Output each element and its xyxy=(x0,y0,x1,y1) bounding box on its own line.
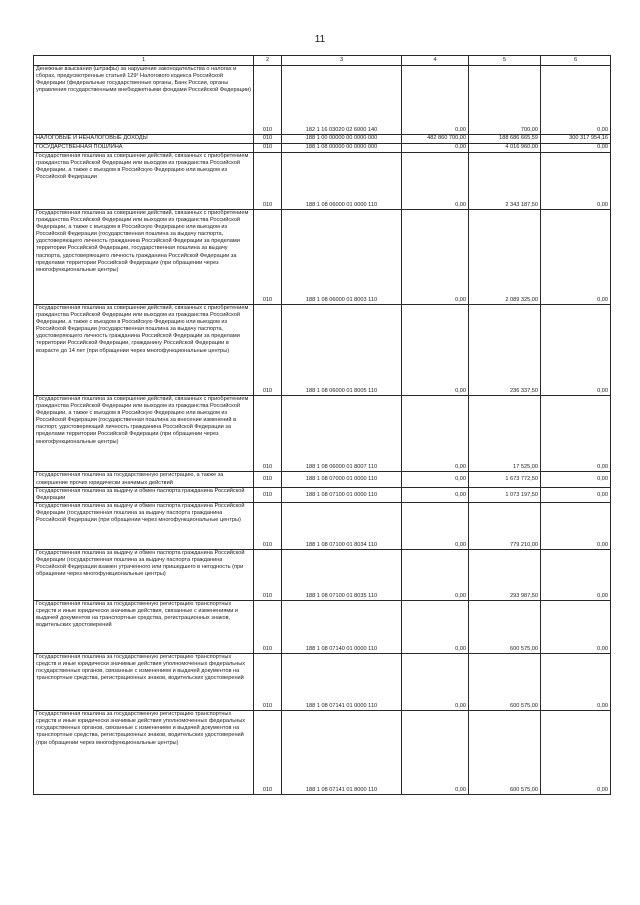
row-budget-code: 188 1 08 07141 01 0000 110 xyxy=(282,654,402,711)
table-row xyxy=(34,472,611,488)
row-executed-amount: 600 575,00 xyxy=(469,601,541,654)
column-header-5: 5 xyxy=(469,56,541,66)
row-line-code: 010 xyxy=(254,601,282,654)
row-description: Государственная пошлина за совершение действий, связанных с приобретением гражданства Российской Федерации или выходом из гражданства Российской Федерации, а также с въездом в Российскую Федерацию или выездом из Российской Федерации (государственная пошлина за выдачу паспорта, удостоверяющего личность гражданина Российской Федерации за пределами территории Российской Федерации, гражданину Российской Федерации в возрасте до 14 лет (при обращении через многофункциональные центры) xyxy=(34,305,254,396)
table-body xyxy=(34,66,611,795)
row-approved-amount: 482 860 700,00 xyxy=(402,135,469,144)
row-description: Денежные взыскания (штрафы) за нарушение законодательства о налогах и сборах, предусмотренные статьей 129² Налогового кодекса Российской Федерации (федеральные государственные органы, Банк России, органы управления государственными внебюджетными фондами Российской Федерации) xyxy=(34,66,254,135)
row-executed-amount: 600 575,00 xyxy=(469,711,541,795)
row-unexecuted-amount: 0,00 xyxy=(541,503,611,550)
column-header-2: 2 xyxy=(254,56,282,66)
row-line-code: 010 xyxy=(254,153,282,210)
row-line-code: 010 xyxy=(254,144,282,153)
row-unexecuted-amount: 0,00 xyxy=(541,488,611,503)
table-row xyxy=(34,550,611,601)
row-description: Государственная пошлина за совершение действий, связанных с приобретением гражданства Российской Федерации или выходом из гражданства Российской Федерации, а также с въездом в Российскую Федерацию или выездом из Российской Федерации (государственная пошлина за внесение изменений в паспорт, удостоверяющий личность гражданина Российской Федерации за пределами территории Российской Федерации (при обращении через многофункциональные центры) xyxy=(34,396,254,472)
row-description: Государственная пошлина за государственную регистрацию транспортных средств и иные юридически значимые действия уполномоченных федеральных государственных органов, связанные с изменением и выдачей документов на транспортные средства, регистрационных знаков, водительских удостоверений xyxy=(34,654,254,711)
column-header-6: 6 xyxy=(541,56,611,66)
row-description: ГОСУДАРСТВЕННАЯ ПОШЛИНА xyxy=(34,144,254,153)
row-budget-code: 188 1 08 07140 01 0000 110 xyxy=(282,601,402,654)
revenue-report-table xyxy=(33,55,611,795)
column-header-3: 3 xyxy=(282,56,402,66)
row-line-code: 010 xyxy=(254,503,282,550)
row-description: Государственная пошлина за государственную регистрацию, а также за совершение прочих юридически значимых действий xyxy=(34,472,254,488)
row-line-code: 010 xyxy=(254,472,282,488)
row-executed-amount: 779 210,00 xyxy=(469,503,541,550)
table-row xyxy=(34,144,611,153)
row-description: Государственная пошлина за совершение действий, связанных с приобретением гражданства Российской Федерации или выходом из гражданства Российской Федерации, а также с въездом в Российскую Федерацию или выездом из Российской Федерации xyxy=(34,153,254,210)
row-approved-amount: 0,00 xyxy=(402,305,469,396)
row-approved-amount: 0,00 xyxy=(402,654,469,711)
row-executed-amount: 293 987,50 xyxy=(469,550,541,601)
row-executed-amount: 188 686 665,59 xyxy=(469,135,541,144)
row-line-code: 010 xyxy=(254,305,282,396)
row-approved-amount: 0,00 xyxy=(402,472,469,488)
table-row xyxy=(34,711,611,795)
row-unexecuted-amount: 0,00 xyxy=(541,305,611,396)
row-approved-amount: 0,00 xyxy=(402,503,469,550)
table-row xyxy=(34,305,611,396)
row-description: Государственная пошлина за выдачу и обмен паспорта гражданина Российской Федерации (государственная пошлина за выдачу паспорта гражданина Российской Федерации (при обращении через многофункциональные центры) xyxy=(34,503,254,550)
row-executed-amount: 1 073 197,50 xyxy=(469,488,541,503)
column-header-1: 1 xyxy=(34,56,254,66)
row-description: НАЛОГОВЫЕ И НЕНАЛОГОВЫЕ ДОХОДЫ xyxy=(34,135,254,144)
row-description: Государственная пошлина за совершение действий, связанных с приобретением гражданства Российской Федерации или выходом из гражданства Российской Федерации, а также с въездом в Российскую Федерацию или выездом из Российской Федерации (государственная пошлина за выдачу паспорта, удостоверяющего личность гражданина Российской Федерации за пределами территории Российской Федерации, государственная пошлина за выдачу паспорта, удостоверяющего личность гражданина Российской Федерации за пределами территории Российской Федерации (при обращении через многофункциональные центры) xyxy=(34,210,254,305)
table-row xyxy=(34,66,611,135)
row-line-code: 010 xyxy=(254,711,282,795)
row-approved-amount: 0,00 xyxy=(402,210,469,305)
row-line-code: 010 xyxy=(254,550,282,601)
row-approved-amount: 0,00 xyxy=(402,144,469,153)
row-executed-amount: 1 673 772,50 xyxy=(469,472,541,488)
row-budget-code: 188 1 08 07100 01 8034 110 xyxy=(282,503,402,550)
row-unexecuted-amount: 0,00 xyxy=(541,550,611,601)
row-unexecuted-amount: 0,00 xyxy=(541,66,611,135)
table-row xyxy=(34,488,611,503)
row-budget-code: 188 1 08 06000 01 8007 110 xyxy=(282,396,402,472)
row-budget-code: 188 1 08 07141 01 8000 110 xyxy=(282,711,402,795)
row-description: Государственная пошлина за государственную регистрацию транспортных средств и иные юридически значимые действия, связанные с изменениями и выдачей документов на транспортные средства, регистрационных знаков, водительских удостоверений xyxy=(34,601,254,654)
column-header-4: 4 xyxy=(402,56,469,66)
row-approved-amount: 0,00 xyxy=(402,488,469,503)
row-unexecuted-amount: 300 317 954,16 xyxy=(541,135,611,144)
table-row xyxy=(34,601,611,654)
page-number: 11 xyxy=(314,34,326,45)
row-executed-amount: 2 343 187,50 xyxy=(469,153,541,210)
row-budget-code: 188 1 08 00000 00 0000 000 xyxy=(282,144,402,153)
row-unexecuted-amount: 0,00 xyxy=(541,654,611,711)
row-unexecuted-amount: 0,00 xyxy=(541,711,611,795)
row-budget-code: 188 1 08 06000 01 8003 110 xyxy=(282,210,402,305)
row-description: Государственная пошлина за государственную регистрацию транспортных средств и иные юридически значимые действия уполномоченных федеральных государственных органов, связанные с изменением и выдачей документов на транспортные средства, регистрационных знаков, водительских удостоверений (при обращении через многофункциональные центры) xyxy=(34,711,254,795)
row-approved-amount: 0,00 xyxy=(402,66,469,135)
row-budget-code: 182 1 16 03020 02 6000 140 xyxy=(282,66,402,135)
row-description: Государственная пошлина за выдачу и обмен паспорта гражданина Российской Федерации xyxy=(34,488,254,503)
table-row xyxy=(34,135,611,144)
table-row xyxy=(34,396,611,472)
row-approved-amount: 0,00 xyxy=(402,711,469,795)
table-header-row xyxy=(34,56,611,66)
row-unexecuted-amount: 0,00 xyxy=(541,153,611,210)
row-executed-amount: 700,00 xyxy=(469,66,541,135)
row-line-code: 010 xyxy=(254,210,282,305)
row-unexecuted-amount: 0,00 xyxy=(541,210,611,305)
row-budget-code: 188 1 08 06000 01 8005 110 xyxy=(282,305,402,396)
row-executed-amount: 4 016 960,00 xyxy=(469,144,541,153)
row-approved-amount: 0,00 xyxy=(402,550,469,601)
row-budget-code: 188 1 08 06000 01 0000 110 xyxy=(282,153,402,210)
table-row xyxy=(34,654,611,711)
row-unexecuted-amount: 0,00 xyxy=(541,472,611,488)
row-approved-amount: 0,00 xyxy=(402,601,469,654)
row-line-code: 010 xyxy=(254,66,282,135)
row-budget-code: 188 1 08 07000 01 0000 110 xyxy=(282,472,402,488)
table-row xyxy=(34,153,611,210)
row-description: Государственная пошлина за выдачу и обмен паспорта гражданина Российской Федерации (государственная пошлина за выдачу паспорта гражданина Российской Федерации взамен утраченного или пришедшего в негодность (при обращении через многофункциональные центры) xyxy=(34,550,254,601)
row-line-code: 010 xyxy=(254,488,282,503)
row-line-code: 010 xyxy=(254,135,282,144)
row-line-code: 010 xyxy=(254,654,282,711)
row-executed-amount: 600 575,00 xyxy=(469,654,541,711)
row-executed-amount: 236 337,50 xyxy=(469,305,541,396)
row-budget-code: 188 1 08 07100 01 8035 110 xyxy=(282,550,402,601)
row-budget-code: 188 1 00 00000 00 0000 000 xyxy=(282,135,402,144)
row-approved-amount: 0,00 xyxy=(402,396,469,472)
row-executed-amount: 2 089 325,00 xyxy=(469,210,541,305)
row-budget-code: 188 1 08 07100 01 0000 110 xyxy=(282,488,402,503)
row-unexecuted-amount: 0,00 xyxy=(541,601,611,654)
table-row xyxy=(34,210,611,305)
row-unexecuted-amount: 0,00 xyxy=(541,396,611,472)
table-row xyxy=(34,503,611,550)
row-line-code: 010 xyxy=(254,396,282,472)
row-executed-amount: 17 525,00 xyxy=(469,396,541,472)
row-unexecuted-amount: 0,00 xyxy=(541,144,611,153)
row-approved-amount: 0,00 xyxy=(402,153,469,210)
